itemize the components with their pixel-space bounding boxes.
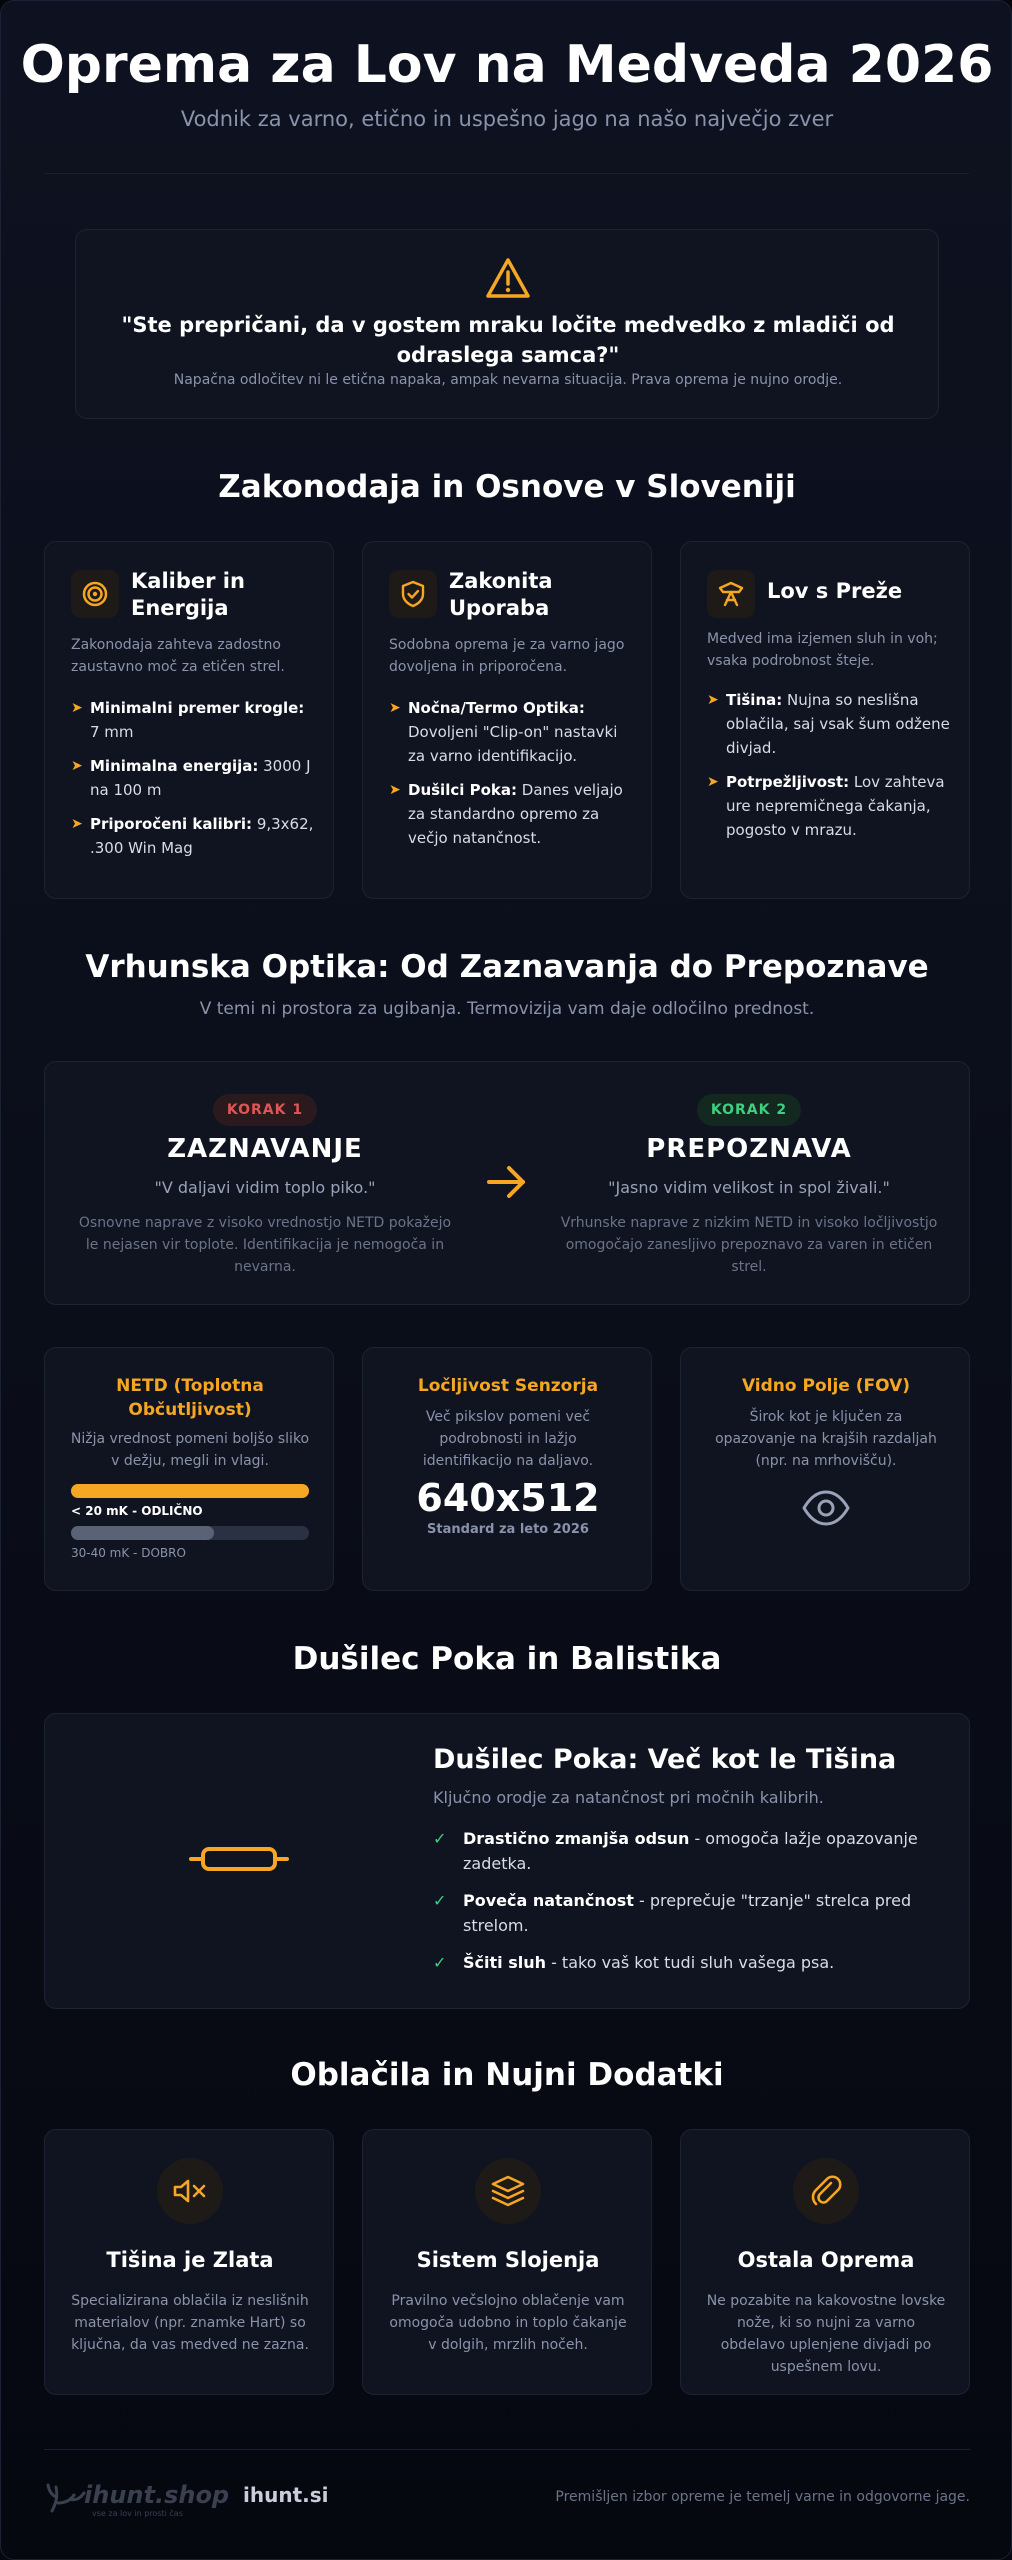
law-card-desc: Zakonodaja zahteva zadostno zaustavno moč za etičen strel. — [71, 637, 285, 675]
divider — [45, 173, 969, 174]
chevron-right-icon: ➤ — [71, 758, 83, 774]
law-bullet: ➤ Nočna/Termo Optika: Dovoljeni "Clip-on" nastavki za varno identifikacijo. — [389, 696, 635, 768]
mute-speaker-icon — [157, 2158, 223, 2224]
section-title-law: Zakonodaja in Osnove v Sloveniji — [218, 469, 796, 505]
chevron-right-icon: ➤ — [71, 700, 83, 716]
suppressor-benefit: ✓ Poveča natančnost - preprečuje "trzanje" strelca pred strelom. — [433, 1888, 943, 1938]
target-icon — [71, 570, 119, 618]
law-card-caliber — [44, 541, 334, 899]
eye-icon — [801, 1488, 851, 1528]
clothing-card-desc: Ne pozabite na kakovostne lovske nože, ki so nujni za varno obdelavo uplenjene divjadi po uspešnem lovu. — [706, 2293, 946, 2375]
suppressor-icon — [189, 1844, 289, 1874]
netd-bar-excellent — [71, 1484, 309, 1498]
suppressor-desc: Ključno orodje za natančnost pri močnih kalibrih. — [433, 1788, 824, 1807]
spec-desc: Nižja vrednost pomeni boljšo sliko v dežju, megli in vlagi. — [70, 1431, 310, 1469]
law-card-desc: Sodobna oprema je za varno jago dovoljena in priporočena. — [389, 637, 625, 675]
step-title: ZAZNAVANJE — [167, 1134, 363, 1164]
step-badge: KORAK 2 — [697, 1094, 801, 1126]
law-bullet: ➤ Dušilci Poka: Danes veljajo za standardno opremo za večjo natančnost. — [389, 778, 635, 850]
suppressor-card — [44, 1713, 970, 2009]
logo-text: ihunt.shop — [84, 2481, 230, 2509]
footer-divider — [44, 2449, 970, 2450]
clothing-card-other — [680, 2129, 970, 2395]
warning-triangle-icon — [484, 256, 532, 300]
check-icon: ✓ — [433, 1891, 447, 1910]
check-icon: ✓ — [433, 1953, 447, 1972]
spec-desc: Širok kot je ključen za opazovanje na krajših razdaljah (npr. na mrhovišču). — [715, 1409, 937, 1469]
netd-bar-track — [71, 1484, 309, 1498]
spec-desc: Več pikslov pomeni več podrobnosti in lažjo identifikacijo na daljavo. — [422, 1409, 594, 1469]
clothing-card-title: Tišina je Zlata — [106, 2248, 274, 2272]
clothing-card-title: Sistem Slojenja — [416, 2248, 600, 2272]
law-card-hunting-stand — [680, 541, 970, 899]
law-card-title: Kaliber in Energija — [131, 569, 245, 620]
chevron-right-icon: ➤ — [389, 782, 401, 798]
spec-card-netd — [44, 1347, 334, 1591]
clothing-card-title: Ostala Oprema — [737, 2248, 915, 2272]
chevron-right-icon: ➤ — [389, 700, 401, 716]
page-title: Oprema za Lov na Medveda 2026 — [20, 35, 994, 95]
logo-tagline: vse za lov in prosti čas — [92, 2509, 183, 2518]
law-bullet: ➤ Potrpežljivost: Lov zahteva ure nepremičnega čakanja, pogosto v mrazu. — [707, 770, 953, 842]
logo-antlers-icon — [44, 2477, 88, 2517]
step-quote: "V daljavi vidim toplo piko." — [154, 1178, 376, 1197]
section-title-optics: Vrhunska Optika: Od Zaznavanja do Prepoznave — [85, 949, 929, 985]
law-bullet: ➤ Tišina: Nujna so neslišna oblačila, saj vsak šum odžene divjad. — [707, 688, 953, 760]
optics-steps-card — [44, 1061, 970, 1305]
arrow-right-icon — [485, 1162, 529, 1202]
suppressor-title: Dušilec Poka: Več kot le Tišina — [433, 1744, 897, 1775]
resolution-caption: Standard za leto 2026 — [427, 1522, 589, 1537]
step-quote: "Jasno vidim velikost in spol živali." — [608, 1178, 890, 1197]
clothing-card-layering — [362, 2129, 652, 2395]
clothing-card-desc: Pravilno večslojno oblačenje vam omogoča udobno in toplo čakanje v dolgih, mrzlih nočeh. — [389, 2293, 627, 2353]
suppressor-benefit: ✓ Ščiti sluh - tako vaš kot tudi sluh vašega psa. — [433, 1950, 943, 1975]
paperclip-icon — [793, 2158, 859, 2224]
chevron-right-icon: ➤ — [707, 774, 719, 790]
section-title-clothing: Oblačila in Nujni Dodatki — [290, 2057, 724, 2093]
clothing-card-silence — [44, 2129, 334, 2395]
footer-note: Premišljen izbor opreme je temelj varne in odgovorne jage. — [555, 2489, 970, 2505]
layers-icon — [475, 2158, 541, 2224]
resolution-value: 640x512 — [416, 1476, 600, 1520]
clothing-card-desc: Specializirana oblačila iz neslišnih materialov (npr. znamke Hart) so ključna, da vas medved ne zazna. — [71, 2293, 309, 2353]
spec-title: Ločljivost Senzorja — [417, 1376, 599, 1396]
step-title: PREPOZNAVA — [646, 1134, 852, 1164]
law-card-title: Zakonita Uporaba — [449, 569, 553, 620]
footer-logo[interactable] — [44, 2477, 234, 2521]
check-icon: ✓ — [433, 1829, 447, 1848]
law-bullet: ➤ Minimalni premer krogle: 7 mm — [71, 696, 317, 744]
spec-card-resolution — [362, 1347, 652, 1591]
law-bullet: ➤ Minimalna energija: 3000 J na 100 m — [71, 754, 317, 802]
suppressor-benefit: ✓ Drastično zmanjša odsun - omogoča lažje opazovanje zadetka. — [433, 1826, 943, 1876]
tent-icon — [707, 570, 755, 618]
chevron-right-icon: ➤ — [71, 816, 83, 832]
chevron-right-icon: ➤ — [707, 692, 719, 708]
netd-bar-label: 30-40 mK - DOBRO — [71, 1546, 186, 1560]
page-subtitle: Vodnik za varno, etično in uspešno jago na našo največjo zver — [180, 107, 834, 131]
warning-question: "Ste prepričani, da v gostem mraku ločite medvedko z mladiči od odraslega samca?" — [121, 313, 895, 367]
shield-check-icon — [389, 570, 437, 618]
section-subtitle-optics: V temi ni prostora za ugibanja. Termovizija vam daje odločilno prednost. — [199, 999, 815, 1019]
footer-site-link[interactable]: ihunt.si — [243, 2483, 329, 2507]
spec-title: Vidno Polje (FOV) — [741, 1376, 911, 1396]
law-card-desc: Medved ima izjemen sluh in voh; vsaka podrobnost šteje. — [707, 631, 938, 669]
warning-card — [75, 229, 939, 419]
netd-bar-track — [71, 1526, 309, 1540]
step-desc: Vrhunske naprave z nizkim NETD in visoko ločljivostjo omogočajo zanesljivo prepoznavo za varen in etičen strel. — [560, 1215, 938, 1275]
netd-bar-good — [71, 1526, 214, 1540]
warning-note: Napačna odločitev ni le etična napaka, ampak nevarna situacija. Prava oprema je nujno orodje. — [173, 372, 843, 388]
law-card-title: Lov s Preže — [767, 579, 903, 603]
section-title-suppressor: Dušilec Poka in Balistika — [292, 1641, 722, 1677]
law-bullet: ➤ Priporočeni kalibri: 9,3x62, .300 Win Mag — [71, 812, 317, 860]
step-desc: Osnovne naprave z visoko vrednostjo NETD pokažejo le nejasen vir toplote. Identifikacija je nemogoča in nevarna. — [78, 1215, 452, 1275]
step-badge: KORAK 1 — [213, 1094, 317, 1126]
netd-bar-label: < 20 mK - ODLIČNO — [71, 1504, 203, 1518]
law-card-legal-use — [362, 541, 652, 899]
spec-title: NETD (Toplotna Občutljivost) — [116, 1376, 264, 1420]
spec-card-fov — [680, 1347, 970, 1591]
